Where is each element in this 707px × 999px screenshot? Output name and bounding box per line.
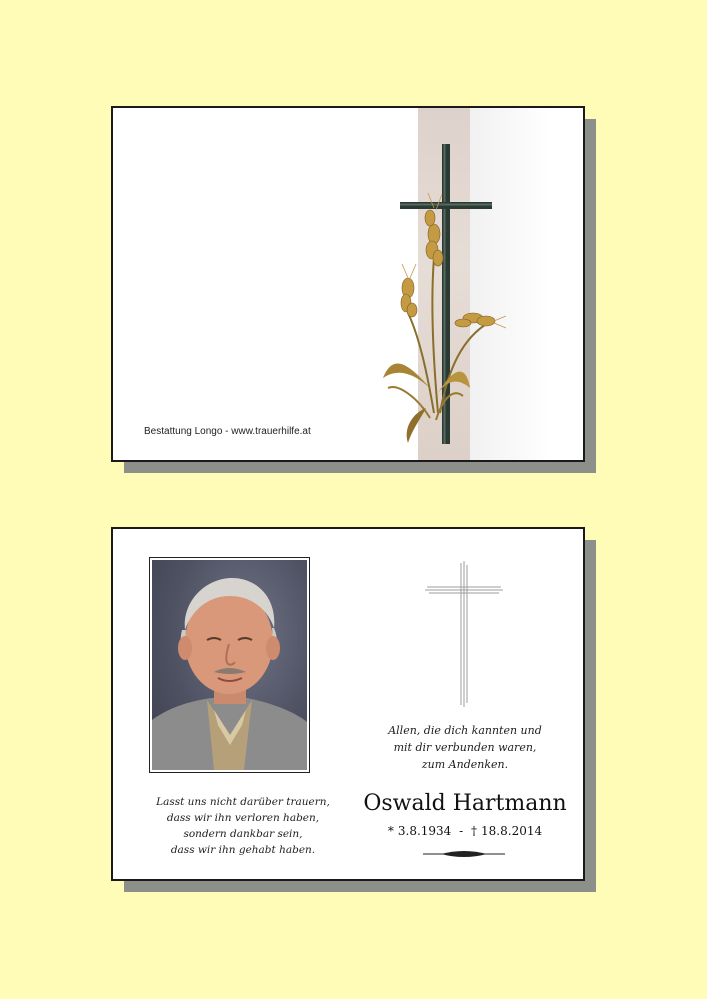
- front-card: [111, 106, 585, 462]
- date-separator: -: [459, 824, 464, 838]
- portrait-photo-icon: [152, 560, 307, 770]
- inside-card: [111, 527, 585, 881]
- memorial-poem: [143, 794, 343, 858]
- dedication-text: [353, 722, 577, 773]
- thin-cross-icon: [423, 559, 505, 709]
- life-dates: [353, 824, 577, 838]
- dedication-line: zum Andenken.: [421, 758, 509, 771]
- poem-line: dass wir ihn verloren haben,: [166, 812, 320, 824]
- poem-line: dass wir ihn gehabt haben.: [170, 844, 316, 856]
- birth-symbol: *: [387, 824, 394, 838]
- portrait-frame: [149, 557, 310, 773]
- poem-line: Lasst uns nicht darüber trauern,: [156, 796, 330, 808]
- death-date: 18.8.2014: [481, 824, 543, 838]
- deceased-name: Oswald Hartmann: [363, 791, 567, 816]
- poem-line: sondern dankbar sein,: [183, 828, 303, 840]
- ornament-divider-icon: [423, 849, 505, 859]
- dedication-line: mit dir verbunden waren,: [393, 741, 537, 754]
- birth-date: 3.8.1934: [397, 824, 452, 838]
- publisher-credit: Bestattung Longo - www.trauerhilfe.at: [144, 426, 311, 437]
- cross-with-wheat-icon: [368, 138, 508, 448]
- death-symbol: †: [471, 824, 478, 838]
- dedication-line: Allen, die dich kannten und: [388, 724, 542, 737]
